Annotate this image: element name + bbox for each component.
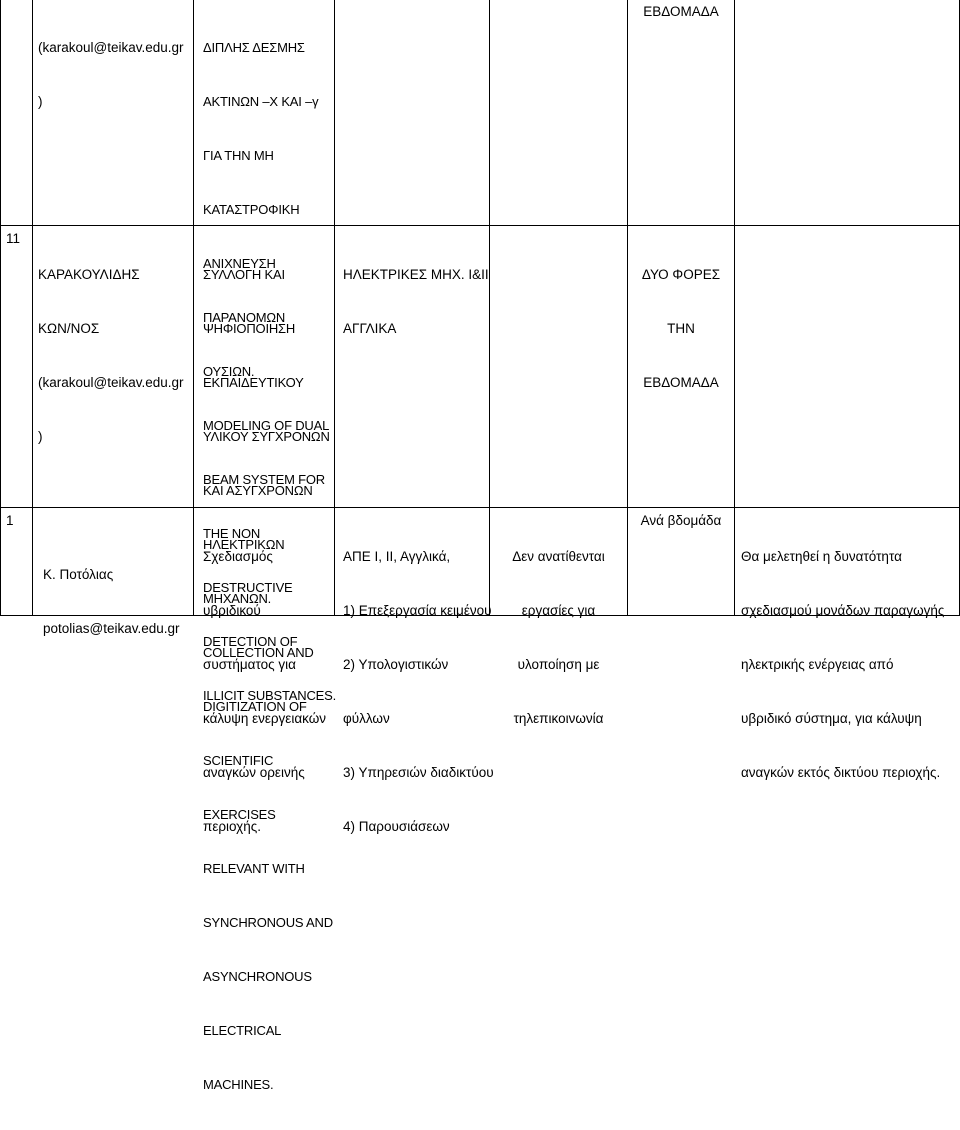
remote-work-note: Δεν ανατίθενται εργασίες για υλοποίηση με τηλεπικοινωνία	[512, 549, 605, 726]
meeting-frequency: Ανά βδομάδα	[640, 513, 722, 528]
row-number: 1	[6, 513, 14, 528]
meeting-frequency: ΔΥΟ ΦΟΡΕΣ ΤΗΝ ΕΒΔΟΜΑΔΑ	[641, 267, 721, 390]
required-courses: ΑΠΕ Ι, ΙΙ, Αγγλικά, 1) Επεξεργασία κειμένου 2) Υπολογιστικών φύλλων 3) Υπηρεσιών διαδικτύου 4) Παρουσιάσεων	[343, 549, 494, 834]
supervisor: ΚΑΡΑΚΟΥΛΙΔΗΣ ΚΩΝ/ΝΟΣ (karakoul@teikav.edu.gr )	[38, 267, 184, 444]
supervisor-contact: (karakoul@teikav.edu.gr )	[38, 40, 184, 109]
required-courses: ΗΛΕΚΤΡΙΚΕΣ ΜΗΧ. Ι&ΙΙ ΑΓΓΛΙΚΑ	[343, 267, 489, 336]
supervisor: Κ. Ποτόλιας potolias@teikav.edu.gr	[43, 567, 180, 636]
thesis-title: ΔΙΠΛΗΣ ΔΕΣΜΗΣ ΑΚΤΙΝΩΝ –Χ ΚΑΙ –γ ΓΙΑ ΤΗΝ ΜΗ ΚΑΤΑΣΤΡΟΦΙΚΗ ΑΝΙΧΝΕΥΣΗ ΠΑΡΑΝΟΜΩΝ ΟΥΣΙΩΝ. MODELING OF DUAL BEAM SYSTEM FOR THE NON DESTRUCTIVE DETECTION OF ILLICIT SUBSTANCES.	[203, 40, 336, 703]
thesis-title: ΣΥΛΛΟΓΗ ΚΑΙ ΨΗΦΙΟΠΟΙΗΣΗ ΕΚΠΑΙΔΕΥΤΙΚΟΥ ΥΛΙΚΟΥ ΣΥΓΧΡΟΝΩΝ ΚΑΙ ΑΣΥΓΧΡΟΝΩΝ ΗΛΕΚΤΡΙΚΩΝ ΜΗΧΑΝΩΝ. COLLECTION AND DIGITIZATION OF SCIENTIFIC EXERCISES RELEVANT WITH SYNCHRONOUS AND ASYNCHRONOUS ELECTRICAL MACHINES.	[203, 267, 333, 1092]
meeting-frequency: ΕΒΔΟΜΑΔΑ	[643, 4, 719, 19]
notes: Θα μελετηθεί η δυνατότητα σχεδιασμού μονάδων παραγωγής ηλεκτρικής ενέργειας από υβριδικό σύστημα, για κάλυψη αναγκών εκτός δικτύου περιοχής.	[741, 549, 945, 780]
row-number: 11	[6, 231, 21, 246]
thesis-title: Σχεδιασμός υβριδικού συστήματος για κάλυψη ενεργειακών αναγκών ορεινής περιοχής.	[203, 549, 326, 834]
